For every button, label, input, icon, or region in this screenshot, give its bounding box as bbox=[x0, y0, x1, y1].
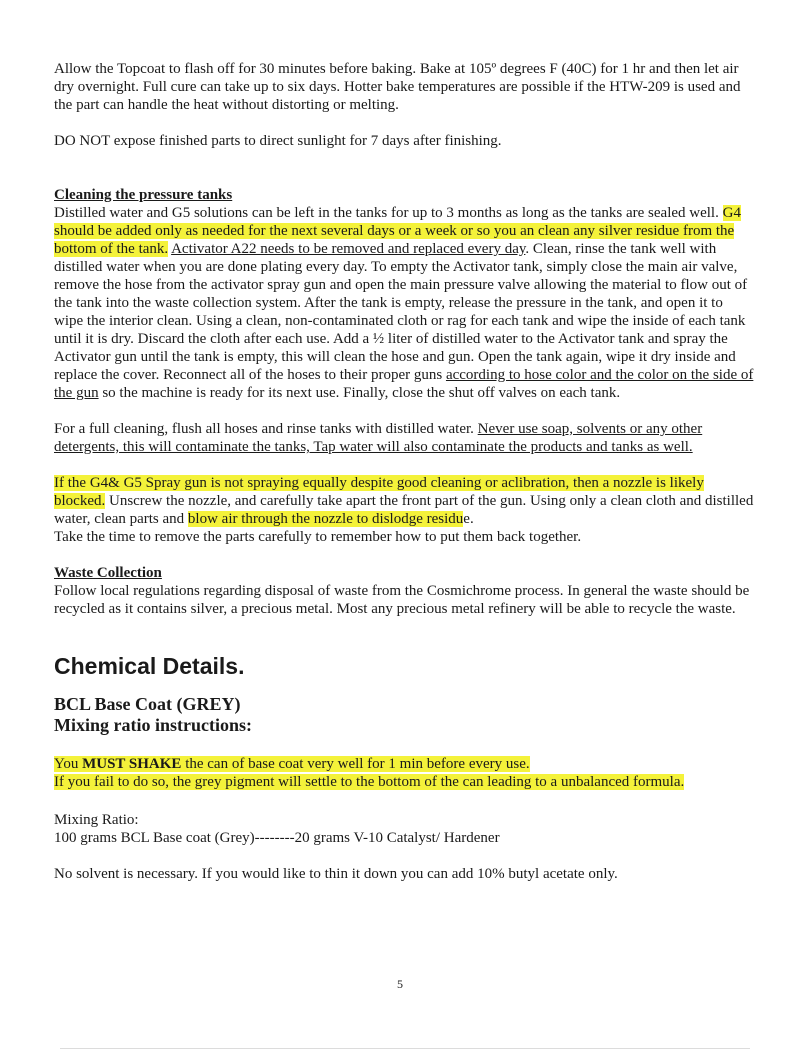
document-page bbox=[54, 60, 754, 883]
mixing-ratio-value: 100 grams BCL Base coat (Grey)--------20 grams V-10 Catalyst/ Hardener bbox=[54, 830, 500, 846]
base-coat-subtitle: BCL Base Coat (GREY) bbox=[54, 694, 241, 714]
shake-instruction bbox=[54, 755, 754, 773]
cleaning-paragraph bbox=[54, 204, 754, 402]
highlight-nozzle-blocked: If the G4& G5 Spray gun is not spraying equally despite good cleaning or aclibration, then a nozzle is likely blocked. bbox=[54, 475, 704, 509]
shake-warning bbox=[54, 773, 754, 791]
mixing-instructions-subtitle: Mixing ratio instructions: bbox=[54, 715, 252, 735]
nozzle-paragraph bbox=[54, 474, 754, 528]
sunlight-warning: DO NOT expose finished parts to direct sunlight for 7 days after finishing. bbox=[54, 133, 502, 149]
underline-hose-color: according to hose color and the color on the side of the gun bbox=[54, 367, 754, 401]
waste-paragraph: Follow local regulations regarding disposal of waste from the Cosmichrome process. In general the waste should be recycled as it contains silver, a precious metal. Most any precious metal refinery will be able to recycle the waste. bbox=[54, 583, 750, 617]
underline-never-use-soap: Never use soap, solvents or any other detergents, this will contaminate the tanks, Tap water will also contaminate the products and tanks as well. bbox=[54, 421, 703, 455]
cleaning-text-4: so the machine is ready for its next use. Finally, close the shut off valves on each tank. bbox=[98, 385, 621, 401]
cleaning-text-3: . Clean, rinse the tank well with distilled water when you are done plating every day. To empty the Activator tank, simply close the main air valve, remove the hose from the activator spray gun and open the main pressure valve allowing the material to flow out of the tank into the waste collection system. After the tank is empty, release the pressure in the tank, and open it to wipe the interior clean. Using a clean, non-contaminated cloth or rag for each tank and wipe the inside of each tank until it is dry. Discard the cloth after each use. Add a ½ liter of distilled water to the Activator tank and spray the Activator gun until the tank is empty, this will clean the hose and gun. Open the tank again, wipe it dry inside and replace the cover. Reconnect all of the hoses to their proper guns bbox=[54, 241, 748, 383]
full-cleaning-text: For a full cleaning, flush all hoses and rinse tanks with distilled water. bbox=[54, 421, 478, 437]
page-number: 5 bbox=[397, 977, 403, 991]
shake-text-1: You bbox=[54, 756, 83, 772]
full-cleaning-paragraph bbox=[54, 420, 754, 456]
chemical-details-title: Chemical Details. bbox=[54, 653, 245, 679]
highlight-blow-air: blow air through the nozzle to dislodge residu bbox=[187, 511, 464, 527]
highlight-g4: G4 should be added only as needed for the next several days or a week or so you an clean any silver residue from the bottom of the tank. bbox=[54, 205, 741, 257]
mixing-ratio-label: Mixing Ratio: bbox=[54, 812, 139, 828]
cleaning-heading: Cleaning the pressure tanks bbox=[54, 187, 233, 203]
shake-text-2: the can of base coat very well for 1 min before every use. bbox=[181, 756, 530, 772]
topcoat-bake-paragraph: Allow the Topcoat to flash off for 30 minutes before baking. Bake at 105º degrees F (40C) for 1 hr and then let air dry overnight. Full cure can take up to six days. Hotter bake temperatures are possible if the HTW-209 is used and the part can handle the heat without distorting or melting. bbox=[54, 61, 741, 113]
underline-activator: Activator A22 needs to be removed and replaced every day bbox=[171, 241, 526, 257]
must-shake-bold: MUST SHAKE bbox=[82, 756, 182, 772]
waste-heading: Waste Collection bbox=[54, 565, 162, 581]
cleaning-text-1: Distilled water and G5 solutions can be left in the tanks for up to 3 months as long as the tanks are sealed well. bbox=[54, 205, 723, 221]
bottom-divider bbox=[60, 1048, 750, 1049]
nozzle-text-1: Unscrew the nozzle, and carefully take apart the front part of the gun. Using only a clean cloth and distilled water, clean parts and bbox=[54, 493, 754, 527]
highlight-shake-warning: If you fail to do so, the grey pigment will settle to the bottom of the can leading to a unbalanced formula. bbox=[54, 774, 685, 790]
reassembly-note: Take the time to remove the parts carefully to remember how to put them back together. bbox=[54, 529, 582, 545]
nozzle-text-2: e. bbox=[463, 511, 474, 527]
solvent-note: No solvent is necessary. If you would like to thin it down you can add 10% butyl acetate only. bbox=[54, 866, 618, 882]
highlight-shake bbox=[54, 756, 530, 772]
